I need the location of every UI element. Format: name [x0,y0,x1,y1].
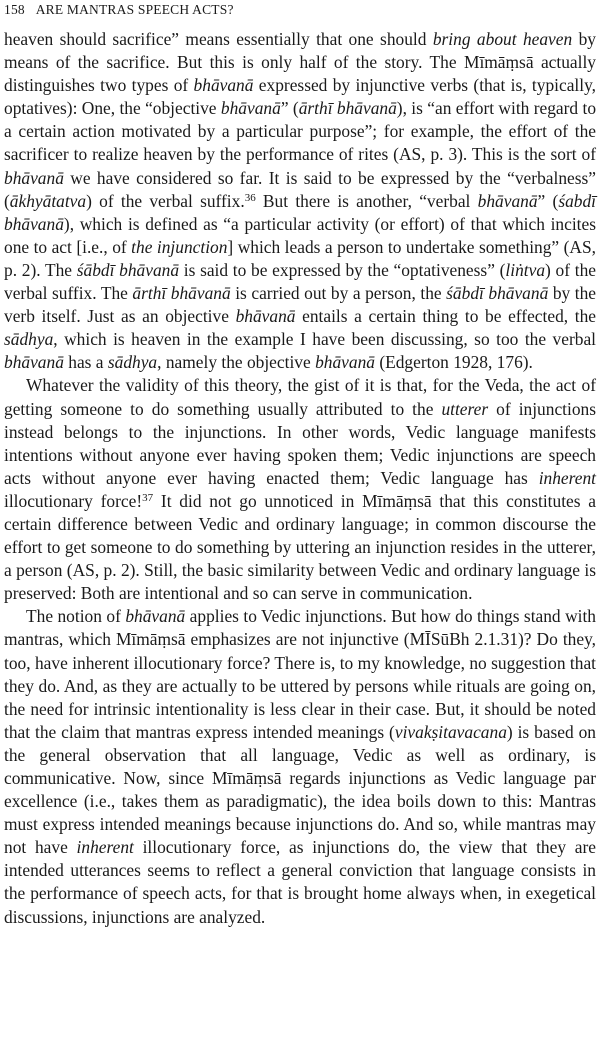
italic-term: bhāvanā [4,167,64,188]
text-run: by means of the sacrifice. But this is only half of the story. The Mīmāṃsā actually distinguishes two types of [4,29,596,96]
body-text [4,28,596,929]
text-run: heaven should sacrifice” means essentially that one should [4,29,433,49]
text-run: entails a certain thing to be effected, the [295,306,596,327]
paragraph-1 [4,28,596,374]
text-run: ), which is defined as “a particular activity (or effort) of that which incites one to act [i.e., of [4,213,596,257]
text-run: by the verb itself. Just as an objective [4,283,596,327]
italic-term: bhāvanā [4,352,64,373]
italic-term: bhāvanā [477,190,538,211]
italic-term: śabdī bhāvanā [4,190,596,234]
italic-term: liṅtva [505,259,546,280]
italic-term: utterer [441,398,489,419]
page-number: 158 [4,2,25,17]
italic-term: bhāvanā [235,306,296,327]
text-run: is said to be expressed by the “optativeness” ( [179,259,506,280]
text-run: of injunctions instead belongs to the injunctions. In other words, Vedic language manifests intentions without anyone ever having spoken them; Vedic injunctions are speech acts without anyone ever having enacted them; Vedic language has [4,398,596,488]
text-run: It did not go unnoticed in Mīmāṃsā that this constitutes a certain difference between Vedic and ordinary language; in common discourse the effort to get someone to do something by uttering an injunction resides in the utterer, a person (AS, p. 2). Still, the basic similarity between Vedic and ordinary language is preserved: Both are intentional and so can serve in communication. [4,490,597,604]
italic-term: śābdī bhāvanā [76,259,180,280]
text-run: ) of the verbal suffix. The [4,259,596,304]
paragraph-2 [4,374,596,605]
italic-term: ākhyātatva [9,190,87,211]
italic-term: śābdī bhāvanā [446,283,549,304]
text-run: ” ( [280,98,299,119]
italic-term: ārthī bhāvanā [132,283,231,304]
italic-term: sādhya [107,352,158,373]
text-run: Whatever the validity of this theory, the gist of it is that, for the Veda, the act of getting someone to do something usually attributed to the [4,375,596,419]
text-run: ] which leads a person to undertake something” (AS, p. 2). The [4,236,596,280]
text-run: ) of the verbal suffix. [86,190,245,211]
italic-term: bhāvanā [125,606,186,627]
text-run: illocutionary force! [4,490,143,511]
italic-term: inherent [76,837,134,858]
running-title: ARE MANTRAS SPEECH ACTS? [35,2,234,17]
text-run: we have considered so far. It is said to be expressed by the “verbalness” ( [4,167,596,211]
text-run: (Edgerton 1928, 176). [374,352,533,373]
text-run: is carried out by a person, the [230,283,447,304]
italic-term: inherent [538,467,596,488]
italic-term: the injunction [131,236,228,257]
text-run: , namely the objective [157,352,316,373]
paragraph-3 [4,605,596,928]
italic-term: ārthī bhāvanā [298,98,397,119]
text-run: expressed by injunctive verbs (that is, typically, optatives): One, the “objective [4,75,597,119]
text-run: applies to Vedic injunctions. But how do things stand with mantras, which Mīmāṃsā emphasizes are not injunctive (MĪSūBh 2.1.31)? Do they, too, have inherent illocutionary force? There is, to my knowledge, no suggestion that they do. And, as they are actually to be uttered by persons while rituals are going on, the need for intrinsic intentionality is less clear in their case. But, it should be noted that the claim that mantras express intended meanings ( [4,606,596,742]
italic-term: bhāvanā [193,75,254,96]
running-header [4,2,234,18]
text-run: has a [63,352,108,373]
italic-term: bring about heaven [432,29,573,49]
italic-term: vivakṣitavacana [394,721,507,742]
text-run: The notion of [26,606,126,627]
text-run: ) is based on the general observation that all language, Vedic as well as ordinary, is communicative. Now, since Mīmāṃsā regards injunctions as Vedic language par excellence (i.e., takes them as paradigmatic), the idea boils down to this: Mantras must express intended meanings because injunctions do. And so, while mantras may not have [4,721,597,858]
text-run: , which is heaven in the example I have been discussing, so too the verbal [53,329,596,350]
text-run: illocutionary force, as injunctions do, the view that they are intended utterances seems to reflect a general conviction that language consists in the performance of speech acts, for that is brought home always when, in exegetical discussions, injunctions are analyzed. [4,837,597,927]
italic-term: sādhya [4,329,54,350]
footnote-ref-37: 37 [142,491,154,504]
italic-term: bhāvanā [220,98,281,119]
text-run: ), is “an effort with regard to a certain action motivated by a particular purpose”; for example, the effort of the sacrificer to realize heaven by the performance of rites (AS, p. 3). This is the sort of [4,98,597,165]
footnote-ref-36: 36 [244,191,256,204]
text-run: But there is another, “verbal [255,190,478,211]
text-run: ” ( [537,190,559,211]
italic-term: bhāvanā [315,352,375,373]
